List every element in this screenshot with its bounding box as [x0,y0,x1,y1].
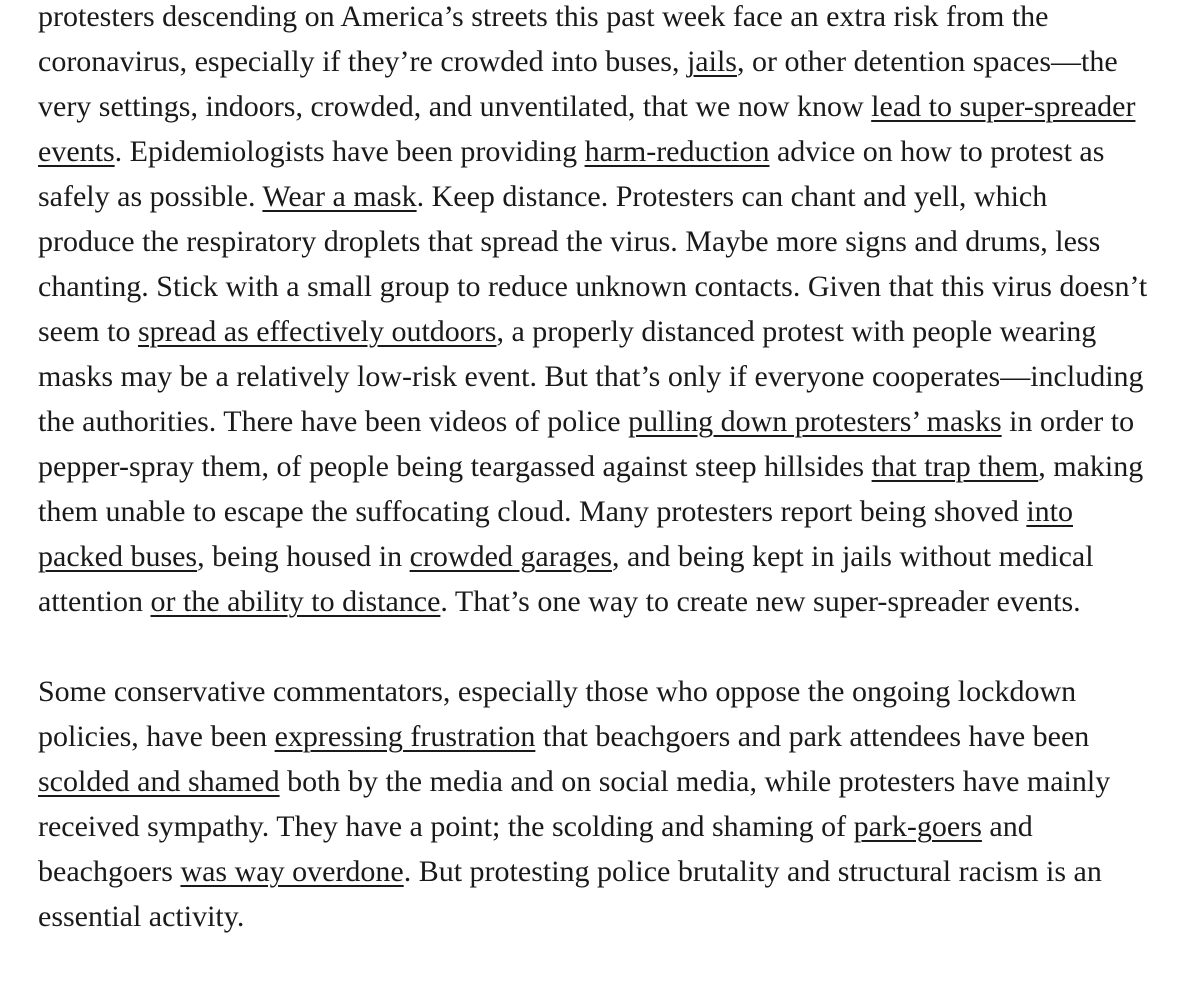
paragraph-text: , making them unable to escape the suffocating cloud. Many protesters report being shoved [38,450,1144,528]
paragraph-text: . But protesting police brutality and structural racism is an essential activity. [38,855,1102,933]
inline-link[interactable]: lead to super-spreader events [38,90,1136,168]
paragraph-text: , a properly distanced protest with people wearing masks may be a relatively low-risk event. But that’s only if everyone cooperates—including the authorities. There have been videos of police [38,315,1144,438]
inline-link[interactable]: that trap them [871,450,1039,483]
inline-link[interactable]: harm-reduction [584,135,770,168]
paragraph-text: in order to pepper-spray them, of people being teargassed against steep hillsides [38,405,1135,483]
inline-link[interactable]: crowded garages [409,540,613,573]
inline-link[interactable]: scolded and shamed [38,765,280,798]
inline-link[interactable]: spread as effectively outdoors [137,315,497,348]
paragraph-text: , and being kept in jails without medical attention [38,540,1094,618]
paragraph-text: . Epidemiologists have been providing [114,135,585,168]
article-paragraph [38,0,1148,624]
paragraph-text: protesters descending on America’s streets this past week face an extra risk from the coronavirus, especially if they’re crowded into buses, [38,0,1049,78]
article-body [38,0,1148,939]
paragraph-text: , being housed in [197,540,410,573]
article-paragraph [38,669,1148,939]
paragraph-text: and beachgoers [38,810,1033,888]
paragraph-text: that beachgoers and park attendees have been [535,720,1090,753]
inline-link[interactable]: park-goers [853,810,982,843]
paragraph-text: advice on how to protest as safely as possible. [38,135,1105,213]
paragraph-text: . That’s one way to create new super-spreader events. [440,585,1081,618]
paragraph-text: , or other detention spaces—the very settings, indoors, crowded, and unventilated, that we now know [38,45,1118,123]
inline-link[interactable]: was way overdone [180,855,404,888]
paragraph-text: . Keep distance. Protesters can chant and yell, which produce the respiratory droplets that spread the virus. Maybe more signs and drums, less chanting. Stick with a small group to reduce unknown contacts. Given that this virus doesn’t seem to [38,180,1148,348]
inline-link[interactable]: or the ability to distance [150,585,441,618]
inline-link[interactable]: Wear a mask [262,180,417,213]
inline-link[interactable]: into packed buses [38,495,1074,573]
paragraph-text: Some conservative commentators, especially those who oppose the ongoing lockdown policies, have been [38,675,1077,753]
paragraph-text: both by the media and on social media, while protesters have mainly received sympathy. They have a point; the scolding and shaming of [38,765,1111,843]
inline-link[interactable]: expressing frustration [274,720,536,753]
inline-link[interactable]: pulling down protesters’ masks [628,405,1002,438]
inline-link[interactable]: jails [686,45,737,78]
